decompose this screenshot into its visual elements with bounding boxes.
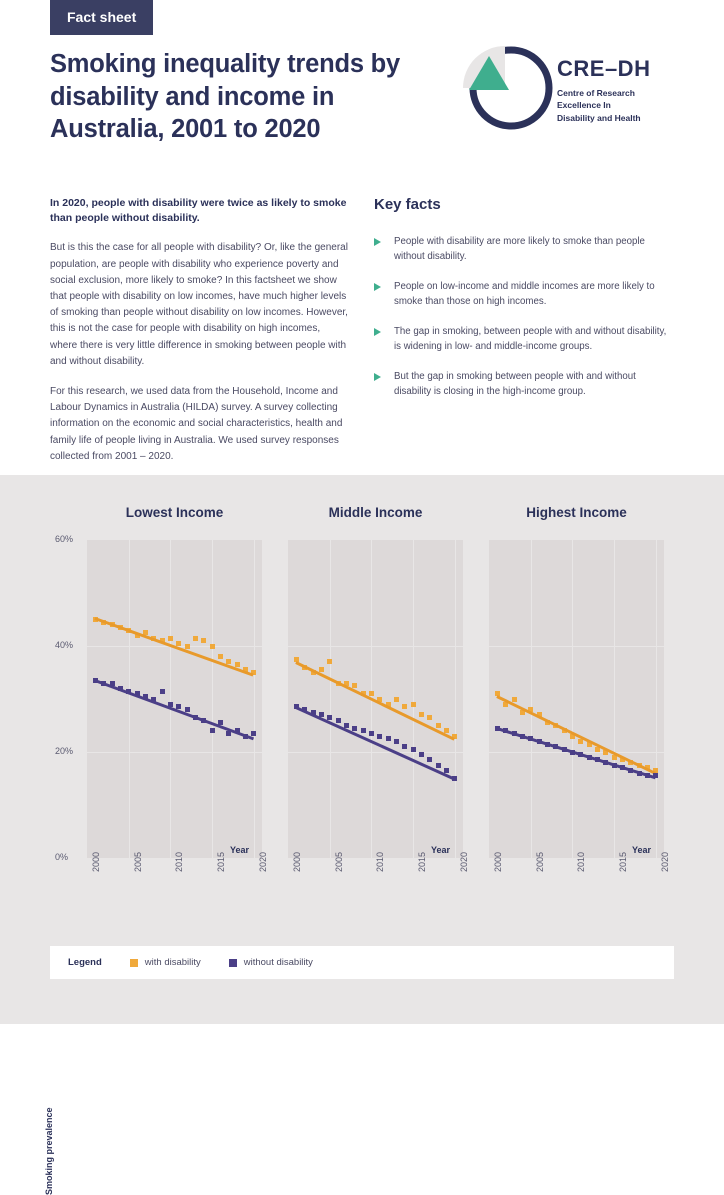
logo-subtitle-line-2: Excellence In [557,100,611,111]
chart-data-point [210,644,215,649]
chart-data-point [185,644,190,649]
chart-y-tick: 0% [55,852,69,862]
chart-y-tick: 60% [55,534,74,544]
chart-panel-title: Highest Income [526,505,627,520]
key-fact-text: But the gap in smoking between people with and without disability is closing in the high-income group. [394,371,636,397]
intro-paragraph-1: But is this the case for all people with disability? Or, like the general population, are people with disability who experience poverty and social exclusion, more likely to smoke? In this factsheet we show that people with disability on low incomes, have much higher levels of smoking than people without disability on low incomes. However, this is not the case for people with disability on high incomes, where there is very little difference in smoking between people with and without disability. [50,242,348,367]
chart-data-point [218,654,223,659]
key-facts-column [374,196,674,415]
chart-x-tick: 2020 [257,851,268,872]
page-title: Smoking inequality trends by disability and income in Australia, 2001 to 2020 [50,50,401,144]
chart-x-tick: 2015 [618,851,628,872]
intro-columns [50,196,674,479]
chart-x-axis-label: Year [230,845,250,855]
chart-data-point [394,697,399,702]
chart-x-tick: 2005 [132,851,143,872]
logo-text [557,56,650,124]
chart-trend-line [95,679,254,740]
chart-x-tick: 2015 [417,851,427,872]
chart-x-tick: 2000 [292,851,302,872]
chart-gridline [330,540,331,858]
intro-column [50,196,350,479]
chart-data-point [411,702,416,707]
chart-data-point [427,757,432,762]
chart-data-point [160,689,165,694]
chart-data-point [427,715,432,720]
chart-data-point [402,704,407,709]
chart-gridline [614,540,615,858]
triangle-bullet-icon [374,283,381,291]
chart-gridline [170,540,171,858]
chart-data-point [419,752,424,757]
chart-data-point [327,659,332,664]
chart-data-point [512,697,517,702]
key-fact-item [374,235,674,264]
chart-gridline [288,646,463,647]
chart-data-point [336,718,341,723]
legend-swatch-icon [229,959,237,967]
chart-gridline [288,752,463,753]
chart-x-tick: 2000 [91,851,101,872]
key-facts-heading: Key facts [374,196,441,213]
chart-x-tick: 2010 [375,851,386,872]
chart-plot-area [288,540,463,858]
chart-data-point [377,734,382,739]
intro-lede: In 2020, people with disability were twice as likely to smoke than people without disability. [50,197,347,225]
intro-paragraph-2: For this research, we used data from the Household, Income and Labour Dynamics in Australia (HILDA) survey. A survey collecting information on the economic and social characteristics, health and family life of people living in Australia. We used survey responses collected from 2001 – 2020. [50,385,343,462]
triangle-bullet-icon [374,328,381,336]
chart-data-point [251,731,256,736]
chart-y-tick: 20% [55,746,74,756]
legend-item-with-disability [130,957,201,968]
key-fact-text: People with disability are more likely to smoke than people without disability. [394,236,645,262]
logo-subtitle [557,87,650,124]
credh-logo [459,42,679,137]
chart-trend-line [296,661,455,740]
chart-data-point [436,723,441,728]
key-fact-item [374,280,674,309]
chart-gridline [129,540,130,858]
key-fact-item [374,325,674,354]
chart-gridline [656,540,657,858]
chart-x-axis-label: Year [632,845,652,855]
chart-data-point [369,691,374,696]
chart-data-point [168,636,173,641]
fact-sheet-tag-wrap [50,0,153,35]
chart-x-tick: 2000 [493,851,503,872]
fact-sheet-tag: Fact sheet [50,0,153,35]
chart-x-tick: 2005 [534,851,545,872]
chart-data-point [361,728,366,733]
chart-gridline [254,540,255,858]
chart-x-tick: 2015 [216,851,226,872]
chart-data-point [386,736,391,741]
chart-gridline [87,752,262,753]
chart-data-point [411,747,416,752]
triangle-bullet-icon [374,373,381,381]
legend-swatch-icon [130,959,138,967]
legend-item-without-disability [229,957,313,968]
chart-data-point [176,641,181,646]
chart-legend [50,946,674,979]
chart-data-point [402,744,407,749]
legend-label: with disability [144,957,201,968]
chart-gridline [489,646,664,647]
chart-data-point [578,739,583,744]
chart-x-tick: 2020 [659,851,670,872]
chart-data-point [369,731,374,736]
logo-mark-icon [459,42,554,134]
chart-x-tick: 2010 [576,851,587,872]
chart-data-point [352,726,357,731]
chart-x-tick: 2005 [333,851,344,872]
chart-panel-title: Lowest Income [125,505,224,520]
chart-x-tick: 2020 [458,851,469,872]
header-section [0,0,724,475]
chart-plot-area [489,540,664,858]
chart-gridline [212,540,213,858]
triangle-bullet-icon [374,238,381,246]
chart-gridline [531,540,532,858]
chart-plot-area [87,540,262,858]
chart-data-point [201,638,206,643]
chart-panel-title: Middle Income [328,505,423,520]
chart-data-point [193,636,198,641]
chart-x-axis-label: Year [431,845,451,855]
chart-gridline [455,540,456,858]
logo-subtitle-line-3: Disability and Health [557,112,641,123]
chart-data-point [419,712,424,717]
chart-x-tick: 2010 [174,851,185,872]
chart-data-point [394,739,399,744]
chart-y-axis-label: Smoking prevalence [44,1107,54,1195]
key-fact-text: People on low-income and middle incomes are more likely to smoke than those on high incomes. [394,281,655,307]
logo-subtitle-line-1: Centre of Research [557,88,635,98]
logo-name: CRE–DH [557,56,651,81]
legend-title: Legend [68,957,102,968]
chart-section [0,475,724,1195]
chart-gridline [572,540,573,858]
chart-data-point [210,728,215,733]
chart-y-tick: 40% [55,640,74,650]
key-fact-text: The gap in smoking, between people with and without disability, is widening in low- and middle-income groups. [394,326,667,352]
chart-gridline [413,540,414,858]
chart-data-point [436,763,441,768]
key-fact-item [374,370,674,399]
legend-label: without disability [243,957,313,968]
